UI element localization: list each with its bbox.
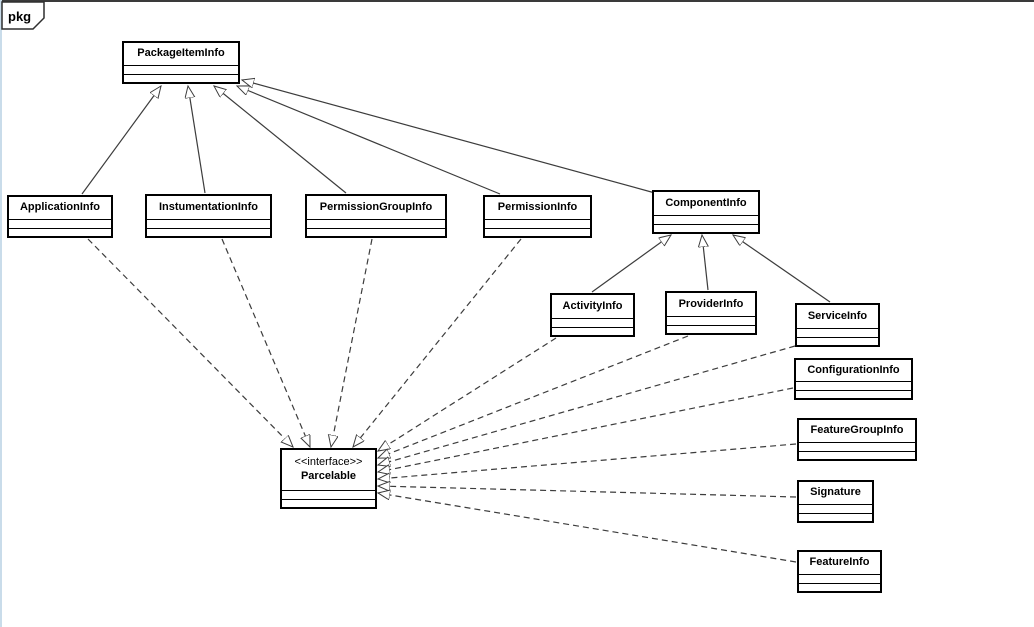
class-title-compartment [799, 420, 915, 442]
class-name: PermissionGroupInfo [319, 200, 433, 213]
class-name: Signature [810, 486, 861, 499]
class-name: PackageItemInfo [137, 47, 225, 60]
class-title-compartment [797, 305, 878, 328]
class-node-permission-group-info[interactable] [305, 194, 447, 238]
class-title-compartment [799, 482, 872, 504]
class-attributes-compartment [147, 219, 270, 228]
class-attributes-compartment [307, 219, 445, 228]
class-operations-compartment [307, 228, 445, 236]
class-node-parcelable[interactable] [280, 448, 377, 509]
class-attributes-compartment [485, 219, 590, 228]
class-title-compartment [124, 43, 238, 65]
class-node-permission-info[interactable] [483, 195, 592, 238]
class-title-compartment [667, 293, 755, 316]
class-attributes-compartment [799, 574, 880, 583]
class-operations-compartment [147, 228, 270, 236]
class-node-component-info[interactable] [652, 190, 760, 234]
class-attributes-compartment [552, 318, 633, 327]
class-name: ProviderInfo [678, 297, 744, 310]
class-title-compartment [147, 196, 270, 219]
class-operations-compartment [797, 337, 878, 345]
class-title-compartment [552, 295, 633, 318]
class-operations-compartment [799, 513, 872, 521]
class-title-compartment [9, 197, 111, 219]
class-title-compartment [307, 196, 445, 219]
class-operations-compartment [667, 325, 755, 333]
class-title-compartment [654, 192, 758, 215]
class-node-service-info[interactable] [795, 303, 880, 347]
class-name: ServiceInfo [807, 309, 868, 322]
class-operations-compartment [485, 228, 590, 236]
class-node-signature[interactable] [797, 480, 874, 523]
class-node-provider-info[interactable] [665, 291, 757, 335]
class-attributes-compartment [654, 215, 758, 224]
class-name: PermissionInfo [497, 201, 578, 214]
class-attributes-compartment [667, 316, 755, 325]
class-stereotype: <<interface>> [294, 456, 363, 469]
class-attributes-compartment [282, 490, 375, 499]
class-operations-compartment [552, 327, 633, 335]
class-title-compartment [799, 552, 880, 574]
class-operations-compartment [654, 224, 758, 232]
class-name: InstumentationInfo [159, 200, 258, 213]
class-node-application-info[interactable] [7, 195, 113, 238]
class-name: Parcelable [300, 470, 357, 482]
class-operations-compartment [124, 74, 238, 82]
class-title-compartment [485, 197, 590, 219]
class-name: ConfigurationInfo [807, 363, 900, 376]
class-name: FeatureGroupInfo [810, 424, 904, 437]
class-name: ComponentInfo [665, 196, 747, 209]
class-attributes-compartment [799, 504, 872, 513]
class-operations-compartment [799, 583, 880, 591]
pkg-tab-label: pkg [8, 9, 32, 24]
class-operations-compartment [799, 451, 915, 459]
class-operations-compartment [9, 228, 111, 236]
class-name: ApplicationInfo [19, 201, 101, 214]
class-name: FeatureInfo [809, 556, 870, 569]
class-node-feature-group-info[interactable] [797, 418, 917, 461]
class-node-activity-info[interactable] [550, 293, 635, 337]
class-node-instumentation-info[interactable] [145, 194, 272, 238]
class-node-configuration-info[interactable] [794, 358, 913, 400]
class-node-feature-info[interactable] [797, 550, 882, 593]
class-node-package-item-info[interactable] [122, 41, 240, 84]
class-attributes-compartment [799, 442, 915, 451]
class-attributes-compartment [796, 381, 911, 390]
class-operations-compartment [282, 499, 375, 507]
class-attributes-compartment [797, 328, 878, 337]
class-operations-compartment [796, 390, 911, 398]
class-title-compartment [796, 360, 911, 381]
class-name: ActivityInfo [562, 299, 623, 312]
class-attributes-compartment [9, 219, 111, 228]
class-attributes-compartment [124, 65, 238, 74]
class-title-compartment [282, 450, 375, 490]
